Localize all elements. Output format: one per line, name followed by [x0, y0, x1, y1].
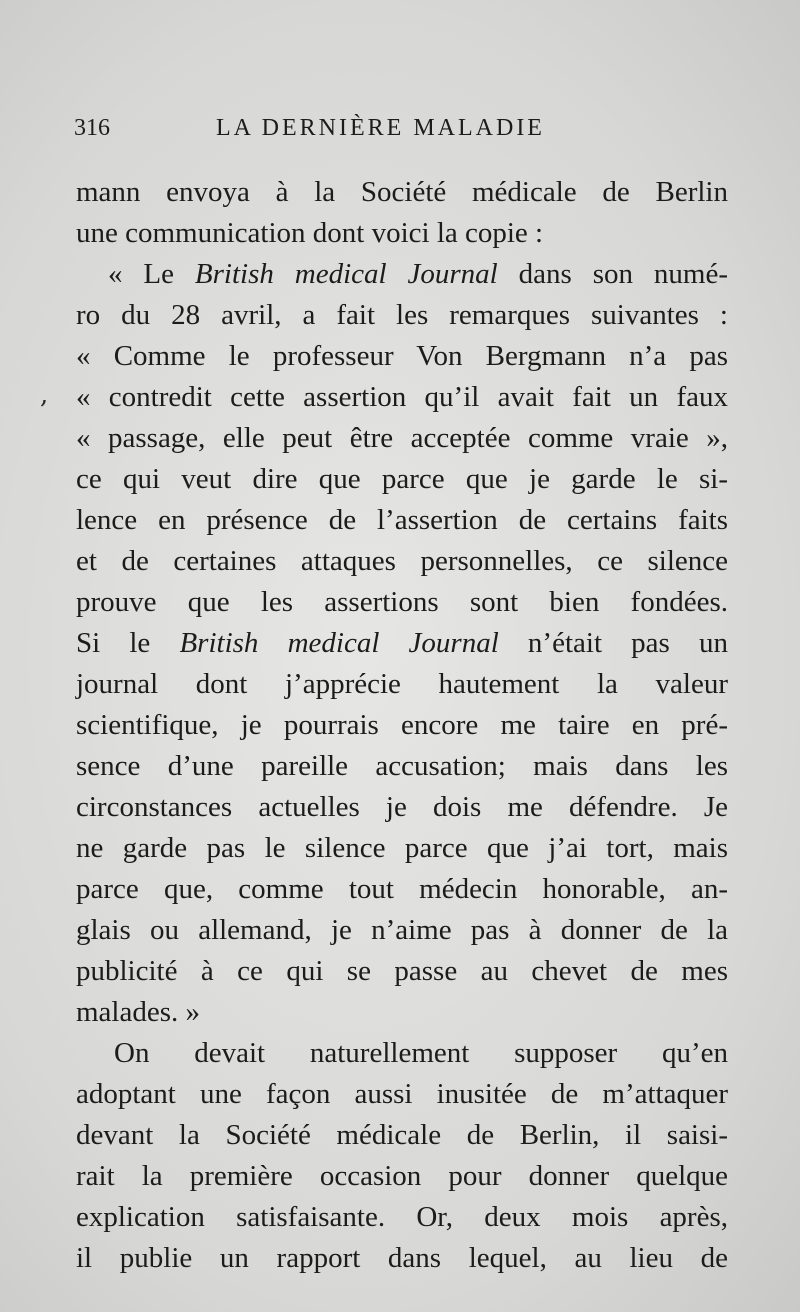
- text-line: ce qui veut dire que parce que je garde le si-: [76, 463, 728, 495]
- text-line: adoptant une façon aussi inusitée de m’attaquer: [76, 1078, 728, 1110]
- text-line: sence d’une pareille accusation; mais dans les: [76, 750, 728, 782]
- text-line: « Le British medical Journal dans son numé-: [108, 258, 729, 290]
- text-line: il publie un rapport dans lequel, au lieu de: [76, 1242, 728, 1274]
- journal-title: British medical Journal: [179, 627, 499, 659]
- text-line: rait la première occasion pour donner quelque: [76, 1160, 728, 1192]
- journal-title: British medical Journal: [194, 258, 498, 290]
- text-line: malades. »: [76, 996, 201, 1028]
- text-line: journal dont j’apprécie hautement la valeur: [76, 668, 728, 700]
- text-line: parce que, comme tout médecin honorable, an-: [76, 873, 728, 905]
- text-line: ro du 28 avril, a fait les remarques suivantes :: [76, 299, 728, 331]
- text-line: devant la Société médicale de Berlin, il saisi-: [76, 1119, 728, 1151]
- text-line: prouve que les assertions sont bien fondées.: [76, 586, 728, 618]
- text-line: circonstances actuelles je dois me défendre. Je: [76, 791, 728, 823]
- text-line: mann envoya à la Société médicale de Berlin: [76, 176, 728, 208]
- text-line: « contredit cette assertion qu’il avait fait un faux: [76, 381, 728, 413]
- text-line: « passage, elle peut être acceptée comme vraie »,: [76, 422, 728, 454]
- text-line: « Comme le professeur Von Bergmann n’a pas: [76, 340, 728, 372]
- text-line: et de certaines attaques personnelles, ce silence: [76, 545, 728, 577]
- text-line: scientifique, je pourrais encore me taire en pré-: [76, 709, 728, 741]
- body-text: [76, 172, 728, 1279]
- text-line: une communication dont voici la copie :: [76, 217, 544, 249]
- text-line: ne garde pas le silence parce que j’ai tort, mais: [76, 832, 728, 864]
- page-number: 316: [74, 115, 110, 141]
- text-line: lence en présence de l’assertion de certains faits: [76, 504, 728, 536]
- text-line: Si le British medical Journal n’était pas un: [76, 627, 728, 659]
- text-line: explication satisfaisante. Or, deux mois après,: [76, 1201, 728, 1233]
- text-line: glais ou allemand, je n’aime pas à donner de la: [76, 914, 728, 946]
- text-line: publicité à ce qui se passe au chevet de mes: [76, 955, 728, 987]
- page-header: [74, 115, 724, 149]
- margin-mark: ,: [40, 380, 49, 410]
- running-title: LA DERNIÈRE MALADIE: [216, 115, 545, 141]
- text-line: On devait naturellement supposer qu’en: [114, 1037, 728, 1069]
